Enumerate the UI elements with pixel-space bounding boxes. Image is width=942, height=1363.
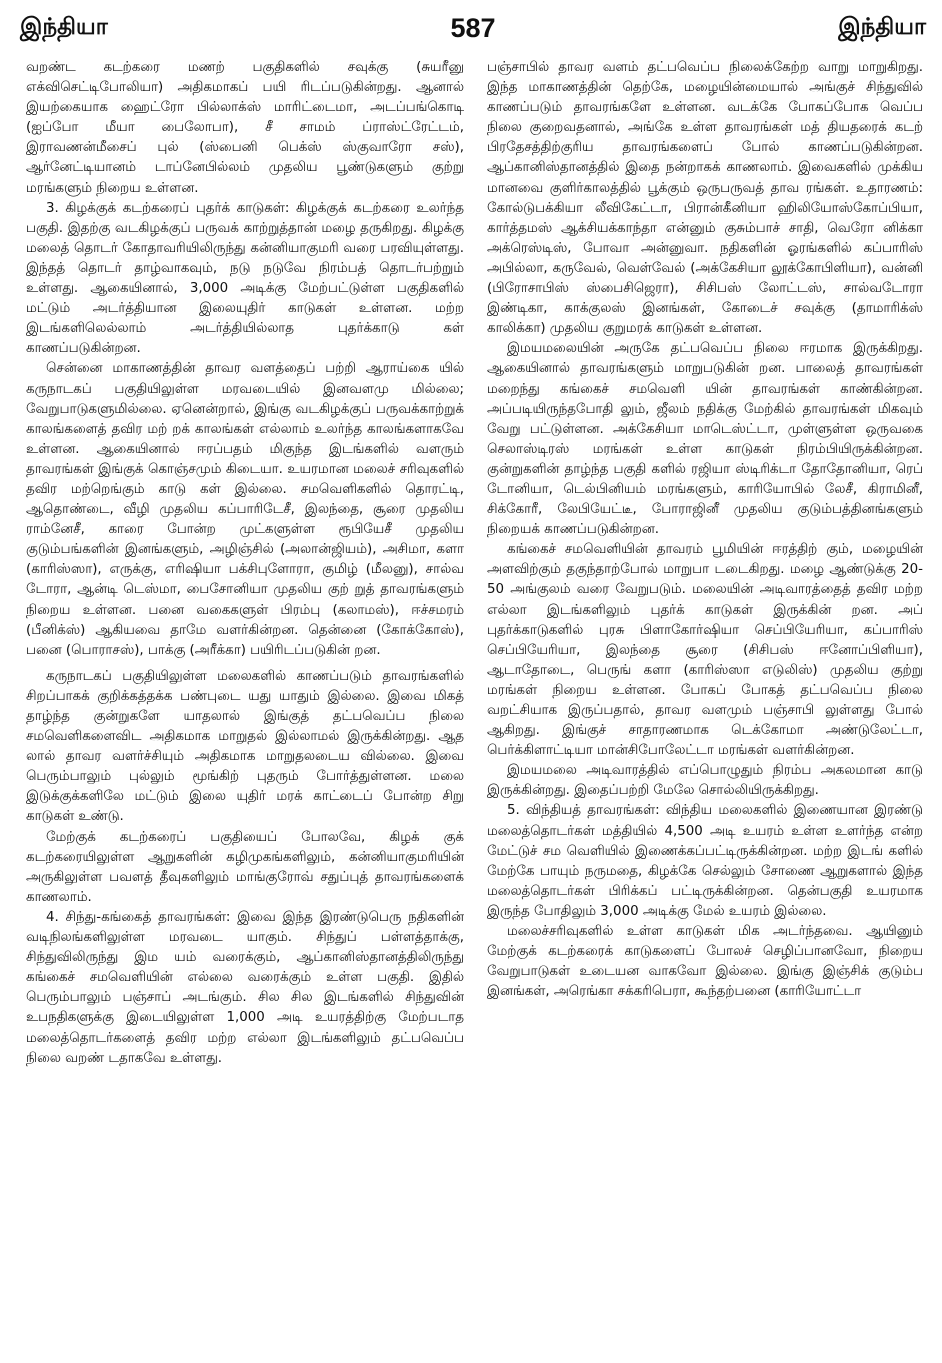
page-number: 587: [450, 12, 496, 43]
running-head-right: இந்தியா: [838, 13, 926, 40]
right-column: [487, 58, 923, 1002]
paragraph: மலைச்சரிவுகளில் உள்ள காடுகள் மிக அடர்ந்தவை. ஆயினும் மேற்குக் கடற்கரைக் காடுகளைப் போலச் செழிப்பானவோ, நிறைய வேறுபாடுகள் உடையன வாகவோ இல்லை. இங்கு இஞ்சிக் குடும்ப இனங்கள், அரெங்கா சக்கரிபெரா, கூந்தற்பனை (காரியோட்டா: [487, 924, 923, 1000]
left-column: [26, 58, 464, 1069]
running-head-left: இந்தியா: [20, 13, 108, 40]
paragraph: மேற்குக் கடற்கரைப் பகுதியைப் போலவே, கிழக் குக் கடற்கரையிலுள்ள ஆறுகளின் கழிமுகங்களிலும், கன்னியாகுமரியின் அருகிலுள்ள பவளத் தீவுகளிலும் மாங்குரோவ் சதுப்புத் தாவரங்களைக் காணலாம்.: [26, 829, 464, 905]
paragraph: பஞ்சாபில் தாவர வளம் தட்பவெப்ப நிலைக்கேற்ற வாறு மாறுகிறது. இந்த மாகாணத்தின் தெற்கே, மழையின்மையால் அங்குச் சிந்துவில் காணப்படும் தாவரங்களே உள்ளன. வடக்கே போகப்போக வெப்ப நிலை குறைவதனால், அங்கே உள்ள தாவரங்கள் மத் தியதரைக் கடற் பிரதேசத்திற்குரிய தாவரங்களைப் போல் காணப்படுகின்றன. ஆப்கானிஸ்தானத்தில் இதை நன்றாகக் காணலாம். இவைகளில் முக்கிய மானவை குளிர்காலத்தில் பூக்கும் ஒருபருவத் தாவ ரங்கள். உதாரணம்: கோல்டுபக்கியா லீவிகேட்டா, பிரான்கீனியா ஹிலியோஸ்கோப்பியா, கார்த்தமஸ் ஆக்சியக்காந்தா என்னும் குசும்பாச் சாதி, வெரோ னிக்கா அக்ரெஸ்டிஸ், போவா அன்னுவா. நதிகளின் ஓரங்களில் கப்பாரிஸ் அபில்லா, கருவேல், வெள்வேல் (அக்கேசியா லூக்கோபிளியா), வன்னி (பிரோசாபிஸ் ஸ்பைசிஜெரா), சிசிபஸ் லோட்டஸ், சால்வடோரா இண்டிகா, காக்குலஸ் இனங்கள், கோடைச் சவுக்கு (தாமாரிக்ஸ் காலிக்கா) முதலிய குறுமரக் காடுகள் உள்ளன.: [487, 60, 923, 337]
paragraph: இமயமலை அடிவாரத்தில் எப்பொழுதும் நிரம்ப அகலமான காடு இருக்கின்றது. இதைப்பற்றி மேலே சொல்லியிருக்கிறது.: [487, 763, 923, 799]
paragraph: கருநாடகப் பகுதியிலுள்ள மலைகளில் காணப்படும் தாவரங்களில் சிறப்பாகக் குறிக்கத்தக்க பண்புடை யது யாதும் இல்லை. இவை மிகத் தாழ்ந்த குன்றுகளே யாதலால் இங்குத் தட்பவெப்ப நிலை சமவெளிகளைவிட அதிகமாக மாறுதல் இல்லாமல் இருக்கின்றது. ஆத லால் தாவர வளர்ச்சியும் அதிகமாக மாறுதலடைய வில்லை. இவை பெரும்பாலும் புல்லும் மூங்கிற் புதரும் போர்த்துள்ளன. மலை இடுக்குக்களிலே மட்டும் இலை யுதிர் மரக் காட்டைப் போன்ற சிறு காடுகள் உண்டு.: [26, 668, 464, 825]
page-header: [20, 10, 926, 46]
paragraph: 5. விந்தியத் தாவரங்கள்: விந்திய மலைகளில் இணையான இரண்டு மலைத்தொடர்கள் மத்தியில் 4,500 அடி உயரம் உள்ள உளர்ந்த என்ற மேட்டுச் சம வெளியில் இணைக்கப்பட்டிருக்கின்றன. மற்ற இடங் களில் மேற்கே பாயும் நருமதை, கிழக்கே செல்லும் சோணை ஆறுகளால் இந்த மலைத்தொடர்கள் பிரிக்கப் பட்டிருக்கின்றன. தென்பகுதி உயரமாக இருந்த போதிலும் 3,000 அடிக்கு மேல் உயரம் இல்லை.: [487, 803, 923, 919]
paragraph: வறண்ட கடற்கரை மணற் பகுதிகளில் சவுக்கு (சுயரீனு எக்விசெட்டிபோலியா) அதிகமாகப் பயி ரிடப்படுகின்றது. ஆனால் இயற்கையாக ஹைட்ரோ பில்லாக்ஸ் மாரிட்டைமா, அடப்பங்கொடி (ஐப்போ மீயா பைலோபா), சீ சாமம் ப்ராஸ்ட்ரேட்டம், இராவணன்மீசைப் புல் (ஸ்பைனி பெக்ஸ் ஸ்குவாரோ சஸ்), ஆர்னேட்டியானம் டாப்னேபில்லம் முதலிய பூண்டுகளும் குற்று மரங்களும் நிறைய உள்ளன.: [26, 60, 464, 196]
paragraph: கங்கைச் சமவெளியின் தாவரம் பூமியின் ஈரத்திற் கும், மழையின் அளவிற்கும் தகுந்தாற்போல் மாறுபா டடைகிறது. மழை ஆண்டுக்கு 20-50 அங்குலம் வரை வேறுபடும். மலையின் அடிவாரத்தைத் தவிர மற்ற எல்லா இடங்களிலும் புதர்க் காடுகள் இருக்கின் றன. அப் புதர்க்காடுகளில் புரசு பிளாகோர்ஷியா செப்பியேரியா, கப்பாரிஸ் செப்பியேரியா, இலந்தை சூரை (சிசிபஸ் ஈனோப்பிளியா), ஆடாதோடை, பெருங் களா (காரிஸ்ஸா எடுலிஸ்) முதலிய குற்று மரங்கள் நிறைய உள்ளன. போகப் போகத் தட்பவெப்ப நிலை வறட்சியாக இருப்பதால், தாவர வளமும் பஞ்சாபி லுள்ளது போல் ஆகிறது. இங்குச் சாதாரணமாக டெக்கோமா அண்டுலேட்டா, பெர்க்கிளாட்டியா மான்சிபோலேட்டா மரங்கள் வளர்கின்றன.: [487, 542, 923, 759]
paragraph: இமயமலையின் அருகே தட்பவெப்ப நிலை ஈரமாக இருக்கிறது. ஆகையினால் தாவரங்களும் மாறுபடுகின் றன. பாலைத் தாவரங்கள் மறைந்து கங்கைச் சமவெளி யின் தாவரங்கள் காண்கின்றன. அப்படியிருந்தபோதி லும், ஜீலம் நதிக்கு மேற்கில் தாவரங்கள் மிகவும் வேறு பட்டுள்ளன. அக்கேசியா மாடெஸ்ட்டா, முள்ளுள்ள ஒருவகை செலாஸ்டிரஸ் மரங்கள் உள்ள காடுகள் நிரம்பியிருக்கின்றன. குன்றுகளின் தாழ்ந்த பகுதி களில் ரஜியா ஸ்டிரிக்டா தோதோனியா, ரெப் டோனியா, டெல்பினியம் மரங்களும், காரியோபில் லேசீ, கிராமினீ, சிக்கோரீ, லேபியேட்டீ, போராஜினீ முதலிய குடும்பத்தினங்களும் நிறையக் காணப்படுகின்றன.: [487, 341, 923, 538]
paragraph: 4. சிந்து-கங்கைத் தாவரங்கள்: இவை இந்த இரண்டுபெரு நதிகளின் வடிநிலங்களிலுள்ள மரவடை யாகும். சிந்துப் பள்ளத்தாக்கு, சிந்துவிலிருந்து இம யம் வரைக்கும், ஆப்கானிஸ்தானத்திலிருந்து கங்கைச் சமவெளியின் எல்லை வரைக்கும் உள்ள பகுதி. இதில் பெரும்பாலும் பஞ்சாப் அடங்கும். சில சில இடங்களில் சிந்துவின் உபநதிகளுக்கு இடையிலுள்ள 1,000 அடி உயரத்திற்கு மேற்படாத மலைத்தொடர்களைத் தவிர மற்ற எல்லா இடங்களிலும் தட்பவெப்ப நிலை வறண் டதாகவே உள்ளது.: [26, 909, 464, 1066]
paragraph: சென்னை மாகாணத்தின் தாவர வளத்தைப் பற்றி ஆராய்கை யில் கருநாடகப் பகுதியிலுள்ள மரவடையில் இனவளமு மில்லை; வேறுபாடுகளுமில்லை. ஏனென்றால், இங்கு வடகிழக்குப் பருவக்காற்றுக் காலங்களைத் தவிர மற் றக் காலங்கள் எல்லாம் உலர்ந்த காலங்களாகவே உள்ளன. ஆகையினால் ஈரப்பதம் மிகுந்த இடங்களில் வளரும் தாவரங்கள் இங்குக் கொஞ்சமும் கிடையா. உயரமான மலைச் சரிவுகளில் தவிர மற்றெங்கும் காடு கள் இல்லை. சமவெளிகளில் தொரட்டி, ஆதொண்டை, வீழி முதலிய கப்பாரிடேசீ, இலந்தை, சூரை முதலிய ராம்னேசீ, காரை போன்ற முட்களுள்ள ரூபியேசீ முதலிய குடும்பங்களின் இனங்களும், அழிஞ்சில் (அலான்ஜியம்), அசிமா, களா (காரிஸ்ஸா), எருக்கு, எரிஷியா பக்சிபுளோரா, குமிழ் (மீலனு), சால்வ டோரா, ஆன்டி டெஸ்மா, பைசோனியா முதலிய குற் றுத் தாவரங்களும் நிறைய உள்ளன. பனை வகைகளுள் பிரம்பு (கலாமஸ்), ஈச்சமரம் (பீனிக்ஸ்) ஆகியவை தாமே வளர்கின்றன. தென்னை (கோக்கோஸ்), பனை (பொராசஸ்), பாக்கு (அரீக்கா) பயிரிடப்படுகின் றன.: [26, 361, 464, 658]
paragraph: 3. கிழக்குக் கடற்கரைப் புதர்க் காடுகள்: கிழக்குக் கடற்கரை உலர்ந்த பகுதி. இதற்கு வடகிழக்குப் பருவக் காற்றுத்தான் மழை தருகிறது. கிழக்கு மலைத் தொடர் கோதாவரியிலிருந்து கன்னியாகுமரி வரை பரவியுள்ளது. இந்தத் தொடர் தாழ்வாகவும், நடு நடுவே நிரம்பத் தொடர்பற்றும் உள்ளது. ஆகையினால், 3,000 அடிக்கு மேற்பட்டுள்ள பகுதிகளில் மட்டும் அடர்த்தியான இலையுதிர் காடுகள் உள்ளன. மற்ற இடங்களிலெல்லாம் அடர்த்தியில்லாத புதர்க்காடு கள் காணப்படுகின்றன.: [26, 200, 464, 357]
